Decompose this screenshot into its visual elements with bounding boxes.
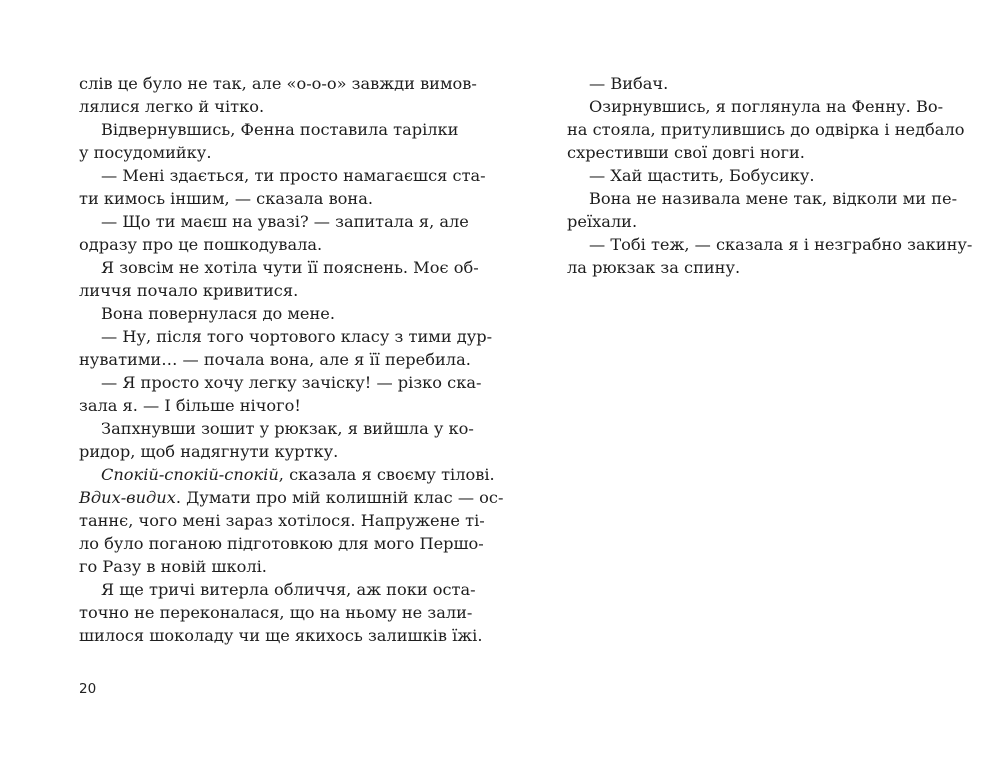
text-line [79, 233, 434, 256]
text-line [79, 509, 485, 532]
line-text: ло було поганою підготовкою для мого Першо- [79, 534, 484, 553]
line-text: — Вибач. [589, 74, 669, 93]
line-text: Запхнувши зошит у рюкзак, я вийшла у ко- [101, 419, 474, 438]
text-line [567, 72, 917, 95]
line-text: ридор, щоб надягнути куртку. [79, 442, 339, 461]
text-line [567, 233, 973, 256]
text-line [79, 95, 434, 118]
line-text: лялися легко й чітко. [79, 97, 265, 116]
line-text: реїхали. [567, 212, 638, 231]
text-line [79, 601, 473, 624]
line-text: — Мені здається, ти просто намагаєшся ста- [101, 166, 486, 185]
line-text: слів це було не так, але «о-о-о» завжди вимов- [79, 74, 477, 93]
text-line [79, 348, 471, 371]
line-text: , сказала я своєму тілові. [278, 465, 495, 484]
line-text: Озирнувшись, я поглянула на Фенну. Во- [589, 97, 944, 116]
text-line [567, 118, 965, 141]
text-line [79, 141, 434, 164]
line-text: — Тобі теж, — сказала я і незграбно закину- [589, 235, 973, 254]
text-line [79, 187, 434, 210]
line-text: у посудомийку. [79, 143, 212, 162]
text-line [567, 95, 944, 118]
text-line [79, 394, 434, 417]
line-text: — Що ти маєш на увазі? — запитала я, але [101, 212, 469, 231]
line-text: — Хай щастить, Бобусику. [589, 166, 815, 185]
text-line [567, 256, 917, 279]
text-line [79, 440, 434, 463]
italic-text: Вдих-видих [79, 488, 176, 507]
line-text: схрестивши свої довгі ноги. [567, 143, 805, 162]
text-line [79, 164, 486, 187]
text-line [79, 417, 474, 440]
text-line [79, 624, 483, 647]
line-text: Я ще тричі витерла обличчя, аж поки оста- [101, 580, 476, 599]
line-text: ти кимось іншим, — сказала вона. [79, 189, 374, 208]
line-text: — Ну, після того чортового класу з тими дур- [101, 327, 493, 346]
italic-text: Спокій-спокій-спокій [101, 465, 279, 484]
line-text: нуватими… — почала вона, але я її перебила. [79, 350, 471, 369]
text-line [79, 210, 469, 233]
left-text-column [79, 72, 504, 647]
text-line [79, 578, 476, 601]
text-line [79, 325, 493, 348]
text-line [567, 164, 917, 187]
text-line [79, 118, 459, 141]
text-line [79, 302, 434, 325]
right-text-column [567, 72, 973, 279]
line-text: Я зовсім не хотіла чути її пояснень. Моє об- [101, 258, 479, 277]
line-text: шилося шоколаду чи ще якихось залишків їжі. [79, 626, 483, 645]
text-line [79, 72, 477, 95]
text-line [567, 187, 958, 210]
text-line [79, 256, 479, 279]
line-text: личчя почало кривитися. [79, 281, 299, 300]
line-text: — Я просто хочу легку зачіску! — різко ска- [101, 373, 482, 392]
text-line [567, 141, 917, 164]
page-number: 20 [79, 681, 97, 697]
line-text: точно не переконалася, що на ньому не зали- [79, 603, 473, 622]
line-text: Вона не називала мене так, відколи ми пе- [589, 189, 958, 208]
line-text: одразу про це пошкодувала. [79, 235, 323, 254]
line-text: на стояла, притулившись до одвірка і недбало [567, 120, 965, 139]
text-line [79, 532, 484, 555]
text-line [567, 210, 917, 233]
line-text: зала я. — І більше нічого! [79, 396, 301, 415]
line-text: . Думати про мій колишній клас — ос- [175, 488, 504, 507]
line-text: таннє, чого мені зараз хотілося. Напружене ті- [79, 511, 485, 530]
text-line [79, 486, 504, 509]
text-line [79, 463, 495, 486]
text-line [79, 279, 434, 302]
line-text: Вона повернулася до мене. [101, 304, 336, 323]
text-line [79, 555, 434, 578]
line-text: Відвернувшись, Фенна поставила тарілки [101, 120, 459, 139]
text-line [79, 371, 482, 394]
line-text: го Разу в новій школі. [79, 557, 267, 576]
line-text: ла рюкзак за спину. [567, 258, 741, 277]
